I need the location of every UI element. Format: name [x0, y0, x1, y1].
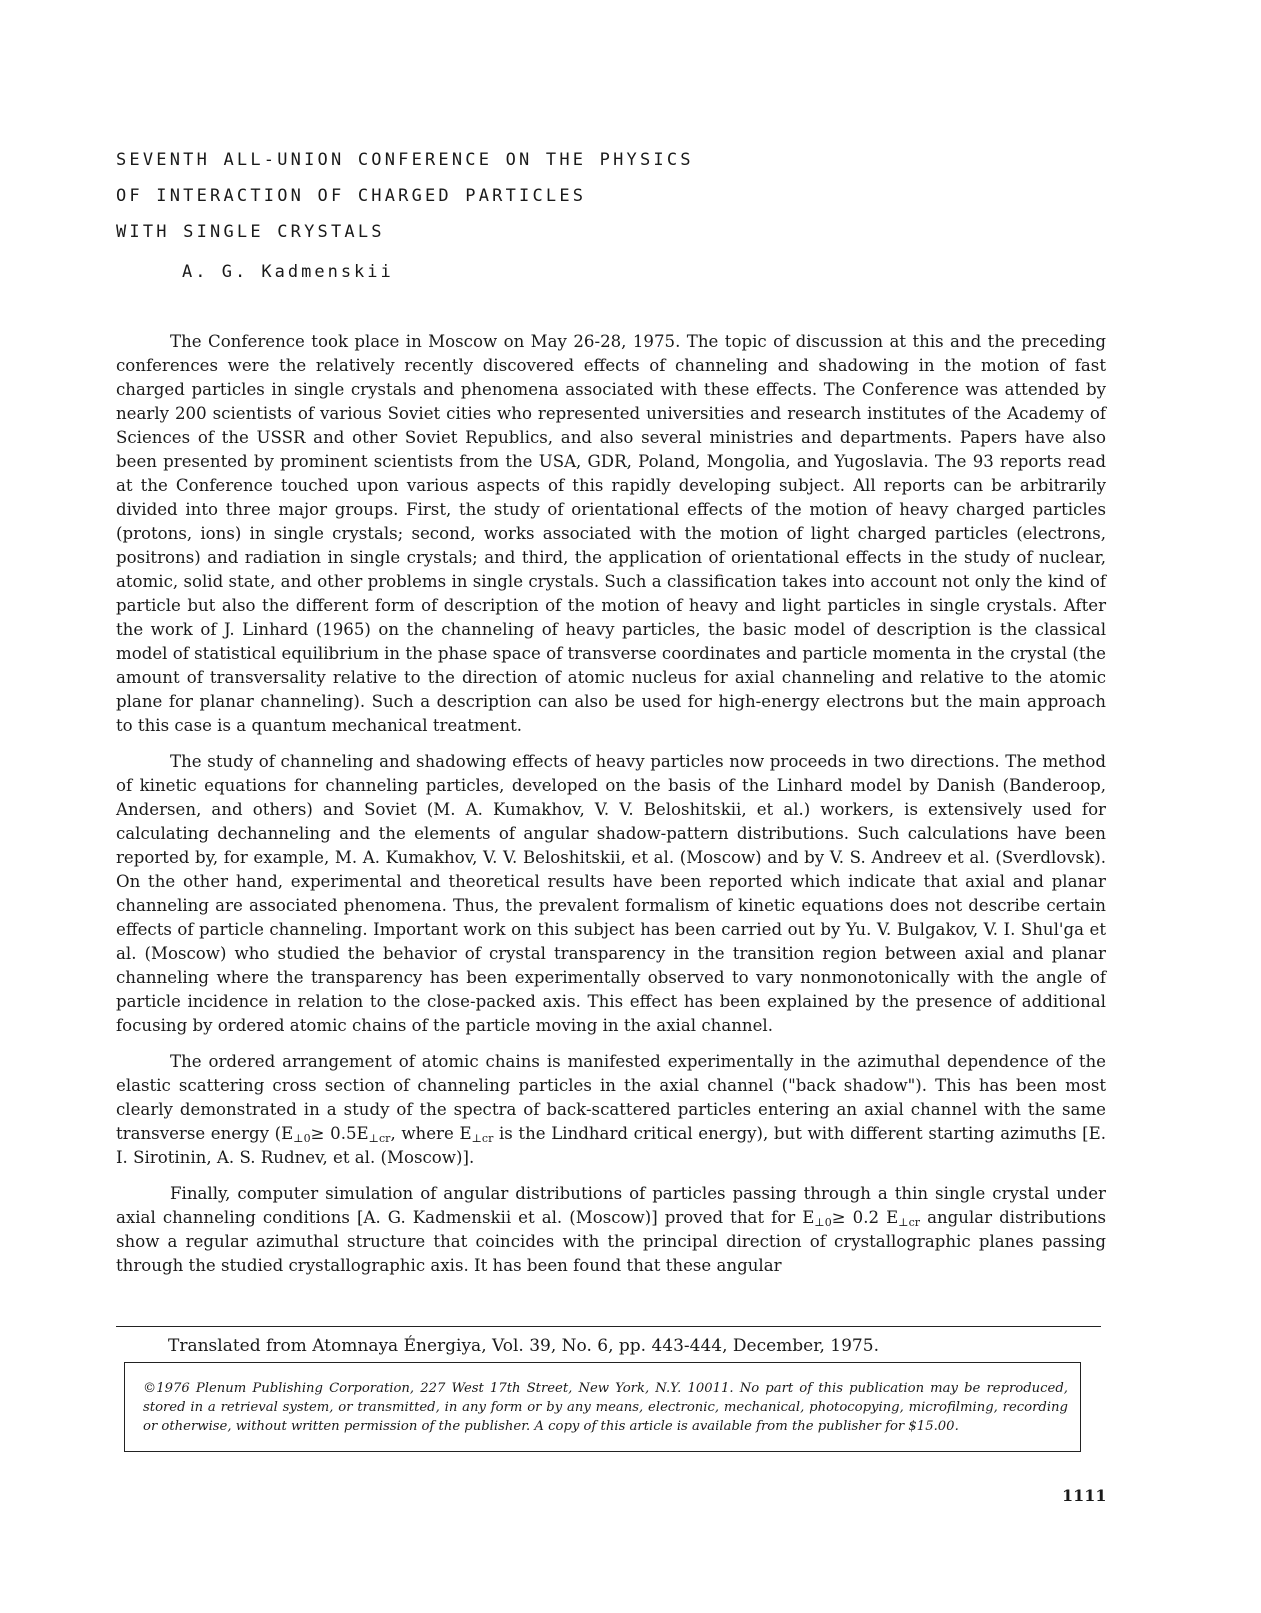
paragraph-1: The Conference took place in Moscow on May 26-28, 1975. The topic of discussion at this and the preceding conferences were the relatively recently discovered effects of channeling and shadowing in the motion of fast charged particles in single crystals and phenomena associated with these effects. The Conference was attended by nearly 200 scientists of various Soviet cities who represented universities and research institutes of the Academy of Sciences of the USSR and other Soviet Republics, and also several ministries and departments. Papers have also been presented by prominent scientists from the USA, GDR, Poland, Mongolia, and Yugoslavia. The 93 reports read at the Conference touched upon various aspects of this rapidly developing subject. All reports can be arbitrarily divided into three major groups. First, the study of orientational effects of the motion of heavy charged particles (protons, ions) in single crystals; second, works associated with the motion of light charged particles (electrons, positrons) and radiation in single crystals; and third, the application of orientational effects in the study of nuclear, atomic, solid state, and other problems in single crystals. Such a classification takes into account not only the kind of particle but also the different form of description of the motion of heavy and light particles in single crystals. After the work of J. Linhard (1965) on the channeling of heavy particles, the basic model of description is the classical model of statistical equilibrium in the phase space of transverse coordinates and particle momenta in the crystal (the amount of transversality relative to the direction of atomic nucleus for axial channeling and relative to the atomic plane for planar channeling). Such a description can also be used for high-energy electrons but the main approach to this case is a quantum mechanical treatment. — [116, 332, 1106, 735]
footnote-divider — [116, 1326, 1101, 1327]
paragraph-3: The ordered arrangement of atomic chains is manifested experimentally in the azimuthal dependence of the elastic scattering cross section of channeling particles in the axial channel ("back shadow"). This has been most clearly demonstrated in a study of the spectra of back-scattered particles entering an axial channel with the same transverse energy ($E_{\perp 0}\ge 0.5E_{\perp cr}$, where $E_{\perp cr}$ is the Lindhard critical energy), but with different starting azimuths [E. I. Sirotinin, A. S. Rudnev, et al. (Moscow)]. — [116, 1052, 1106, 1167]
article-body — [116, 330, 1106, 1290]
page-number: 1111 — [1062, 1486, 1107, 1505]
paragraph-2: The study of channeling and shadowing effects of heavy particles now proceeds in two directions. The method of kinetic equations for channeling particles, developed on the basis of the Linhard model by Danish (Banderoop, Andersen, and others) and Soviet (M. A. Kumakhov, V. V. Beloshitskii, et al.) workers, is extensively used for calculating dechanneling and the elements of angular shadow-pattern distributions. Such calculations have been reported by, for example, M. A. Kumakhov, V. V. Beloshitskii, et al. (Moscow) and by V. S. Andreev et al. (Sverdlovsk). On the other hand, experimental and theoretical results have been reported which indicate that axial and planar channeling are associated phenomena. Thus, the prevalent formalism of kinetic equations does not describe certain effects of particle channeling. Important work on this subject has been carried out by Yu. V. Bulgakov, V. I. Shul'ga et al. (Moscow) who studied the behavior of crystal transparency in the transition region between axial and planar channeling where the transparency has been experimentally observed to vary nonmonotonically with the angle of particle incidence in relation to the close-packed axis. This effect has been explained by the presence of additional focusing by ordered atomic chains of the particle moving in the axial channel. — [116, 752, 1106, 1035]
title-line-1: SEVENTH ALL-UNION CONFERENCE ON THE PHYSICS — [116, 150, 694, 170]
translation-source-note: Translated from Atomnaya Énergiya, Vol. 39, No. 6, pp. 443-444, December, 1975. — [168, 1336, 879, 1356]
title-line-3: WITH SINGLE CRYSTALS — [116, 222, 385, 242]
author-name: A. G. Kadmenskii — [182, 262, 394, 282]
paragraph-4: Finally, computer simulation of angular distributions of particles passing through a thin single crystal under axial channeling conditions [A. G. Kadmenskii et al. (Moscow)] proved that for $E_{\perp 0}\ge 0.2$ $E_{\perp cr}$ angular distributions show a regular azimuthal structure that coincides with the principal direction of crystallographic planes passing through the studied crystallographic axis. It has been found that these angular — [116, 1184, 1106, 1275]
title-line-2: OF INTERACTION OF CHARGED PARTICLES — [116, 186, 587, 206]
copyright-notice: ©1976 Plenum Publishing Corporation, 227 West 17th Street, New York, N.Y. 10011. No part of this publication may be reproduced, stored in a retrieval system, or transmitted, in any form or by any means, electronic, mechanical, photocopying, microfilming, recording or otherwise, without written permission of the publisher. A copy of this article is available from the publisher for $15.00. — [143, 1381, 1068, 1434]
copyright-box — [124, 1362, 1081, 1452]
article-title — [116, 142, 1116, 250]
